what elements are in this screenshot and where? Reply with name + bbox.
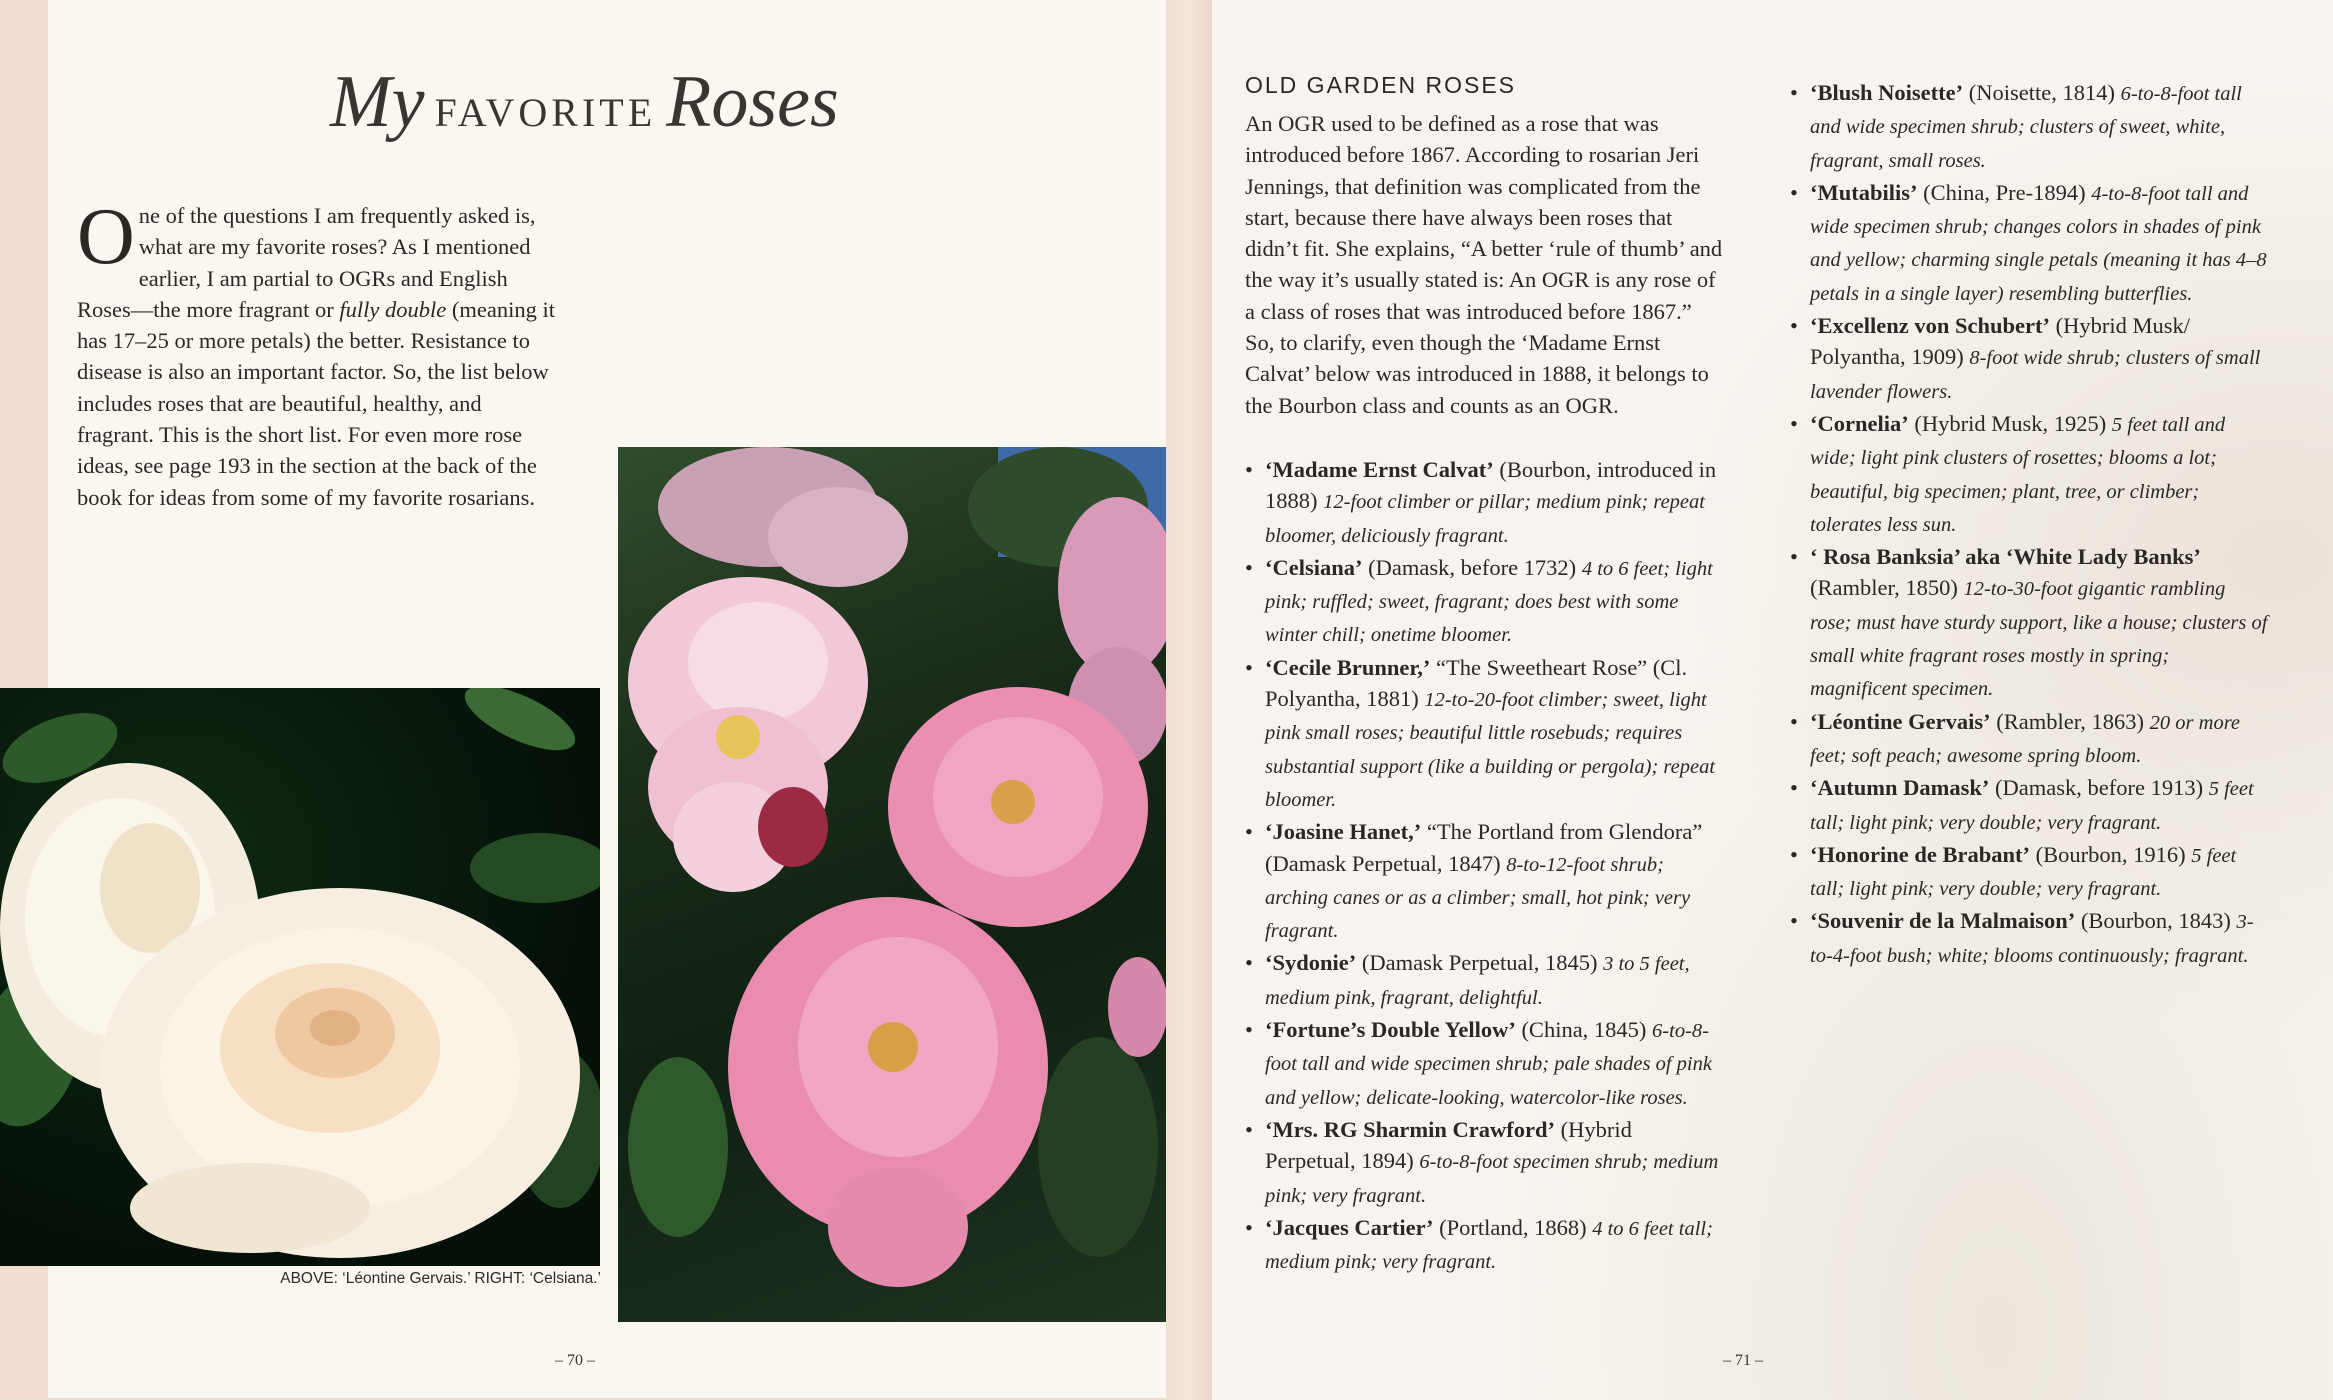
list-item	[1245, 454, 1725, 552]
photo-white-rose	[0, 688, 600, 1266]
intro-text-1: ne of the questions I am frequently asked is, what are my favorite roses? As I mentioned earlier, I am partial to OGRs and English Roses—the more fragrant or	[77, 203, 536, 322]
rose-list-column-2	[1790, 77, 2270, 972]
rose-name: ‘Léontine Gervais’	[1810, 708, 1991, 734]
left-page	[0, 0, 1166, 1400]
rose-info: (Damask, before 1732)	[1362, 554, 1582, 580]
list-item	[1790, 706, 2270, 773]
rose-description: 6-to-8-foot tall and wide specimen shrub; pale shades of pink and yellow; delicate-looking, watercolor-like roses.	[1265, 1020, 1712, 1109]
rose-info: (Rambler, 1850)	[1810, 575, 1964, 601]
rose-name: ‘Excellenz von Schubert’	[1810, 313, 2050, 339]
rose-description: 6-to-8-foot specimen shrub; medium pink; very fragrant.	[1265, 1151, 1719, 1207]
rose-info: (Noisette, 1814)	[1963, 80, 2121, 105]
list-item	[1790, 541, 2270, 705]
list-item	[1790, 77, 2270, 177]
photo-caption: ABOVE: ‘Léontine Gervais.’ RIGHT: ‘Celsiana.’	[280, 1270, 601, 1287]
rose-info: (Hybrid Musk, 1925)	[1908, 410, 2112, 436]
rose-name: ‘Madame Ernst Calvat’	[1265, 457, 1494, 482]
rose-description: 12-foot climber or pillar; medium pink; repeat bloomer, deliciously fragrant.	[1265, 491, 1705, 547]
rose-info: (China, 1845)	[1515, 1017, 1653, 1043]
title-roses: Roses	[666, 61, 839, 143]
page-number-left: – 70 –	[555, 1352, 595, 1369]
rose-list-column-1	[1245, 454, 1725, 1278]
list-item	[1790, 177, 2270, 310]
rose-info: (Damask, before 1913)	[1989, 775, 2209, 801]
page-title	[330, 60, 839, 145]
rose-info: (Bourbon, introduced in 1888)	[1265, 457, 1717, 514]
intro-paragraph	[77, 193, 557, 513]
intro-italic: fully double	[339, 296, 447, 322]
rose-info: (Hybrid Perpetual, 1894)	[1265, 1116, 1632, 1174]
rose-info: “The Portland from Glendora” (Damask Perpetual, 1847)	[1265, 819, 1703, 876]
rose-description: 6-to-8-foot tall and wide specimen shrub; clusters of sweet, white, fragrant, small roses.	[1810, 83, 2242, 172]
list-item	[1245, 1014, 1725, 1114]
rose-info: (China, Pre-1894)	[1917, 179, 2092, 205]
rose-description: 4 to 6 feet; light pink; ruffled; sweet, fragrant; does best with some winter chill; onetime bloomer.	[1265, 557, 1713, 647]
list-item	[1245, 552, 1725, 652]
list-item	[1245, 816, 1725, 947]
rose-info: “The Sweetheart Rose” (Cl. Polyantha, 1881)	[1265, 654, 1688, 712]
rose-name: ‘Mrs. RG Sharmin Crawford’	[1265, 1116, 1555, 1142]
rose-name: ‘Mutabilis’	[1810, 179, 1918, 205]
book-gutter	[1166, 0, 1212, 1400]
rose-name: ‘Fortune’s Double Yellow’	[1265, 1017, 1516, 1043]
rose-name: ‘Honorine de Brabant’	[1810, 841, 2031, 867]
list-item	[1790, 905, 2270, 972]
rose-description: 4 to 6 feet tall; medium pink; very fragrant.	[1265, 1217, 1713, 1274]
rose-description: 5 feet tall; light pink; very double; very fragrant.	[1810, 778, 2254, 834]
rose-info: (Rambler, 1863)	[1990, 708, 2150, 734]
rose-name: ‘Joasine Hanet,’	[1265, 819, 1422, 845]
intro-text-2: (meaning it has 17–25 or more petals) the better. Resistance to disease is also an important factor. So, the list below includes roses that are beautiful, healthy, and fragrant. This is the short list. For even more rose ideas, see page 193 in the section at the back of the book for ideas from some of my favorite rosarians.	[77, 296, 556, 510]
rose-description: 4-to-8-foot tall and wide specimen shrub; changes colors in shades of pink and yellow; charming single petals (meaning it has 4–8 petals in a single layer) resembling butterflies.	[1810, 182, 2267, 305]
list-item	[1790, 772, 2270, 839]
photo-pink-rose	[618, 447, 1166, 1322]
rose-info: (Portland, 1868)	[1433, 1214, 1593, 1240]
rose-description: 8-to-12-foot shrub; arching canes or as a climber; small, hot pink; very fragrant.	[1265, 853, 1691, 943]
rose-name: ‘Cornelia’	[1810, 410, 1909, 436]
rose-description: 3 to 5 feet, medium pink, fragrant, delightful.	[1265, 953, 1690, 1009]
list-item	[1790, 310, 2270, 408]
list-item	[1790, 839, 2270, 906]
title-favorite: FAVORITE	[434, 90, 657, 135]
rose-name: ‘Sydonie’	[1265, 950, 1357, 976]
rose-name: ‘Autumn Damask’	[1810, 775, 1990, 801]
list-item	[1245, 1114, 1725, 1212]
rose-description: 20 or more feet; soft peach; awesome spring bloom.	[1810, 711, 2241, 767]
rose-info: (Bourbon, 1916)	[2030, 841, 2192, 867]
rose-info: (Damask Perpetual, 1845)	[1356, 950, 1604, 976]
list-item	[1790, 408, 2270, 541]
list-item	[1245, 652, 1725, 816]
title-my: My	[330, 61, 425, 143]
rose-description: 12-to-30-foot gigantic rambling rose; must have sturdy support, like a house; clusters of small white fragrant roses mostly in spring; magnificent specimen.	[1810, 578, 2268, 701]
page-number-right: – 71 –	[1723, 1352, 1763, 1369]
rose-description: 3-to-4-foot bush; white; blooms continuously; fragrant.	[1810, 911, 2254, 967]
rose-name: ‘Cecile Brunner,’	[1265, 654, 1431, 680]
rose-description: 8-foot wide shrub; clusters of small lavender flowers.	[1810, 347, 2261, 403]
rose-name: ‘Souvenir de la Malmaison’	[1810, 908, 2076, 934]
rose-description: 12-to-20-foot climber; sweet, light pink small roses; beautiful little rosebuds; requires substantial support (like a building or pergola); repeat bloomer.	[1265, 689, 1716, 811]
rose-name: ‘Jacques Cartier’	[1265, 1214, 1434, 1240]
rose-info: (Bourbon, 1843)	[2075, 908, 2237, 934]
list-item	[1245, 1212, 1725, 1279]
rose-name: ‘Celsiana’	[1265, 554, 1363, 580]
section-intro: An OGR used to be defined as a rose that was introduced before 1867. According to rosarian Jeri Jennings, that definition was complicated from the start, because there have always been roses that didn’t fit. She explains, “A better ‘rule of thumb’ and the way it’s usually stated is: An OGR is any rose of a class of roses that was introduced before 1867.” So, to clarify, even though the ‘Madame Ernst Calvat’ below was introduced in 1888, it belongs to the Bourbon class and counts as an OGR.	[1245, 111, 1723, 418]
rose-name: ‘ Rosa Banksia’ aka ‘White Lady Banks’	[1810, 544, 2201, 570]
list-item	[1245, 947, 1725, 1014]
section-heading: OLD GARDEN ROSES	[1245, 72, 1516, 98]
rose-description: 5 feet tall and wide; light pink clusters of rosettes; blooms a lot; beautiful, big specimen; plant, tree, or climber; tolerates less sun.	[1810, 413, 2226, 536]
rose-name: ‘Blush Noisette’	[1810, 80, 1964, 105]
rose-info: (Hybrid Musk/ Polyantha, 1909)	[1810, 313, 2190, 370]
drop-cap: O	[77, 193, 135, 281]
rose-description: 5 feet tall; light pink; very double; very fragrant.	[1810, 844, 2237, 901]
